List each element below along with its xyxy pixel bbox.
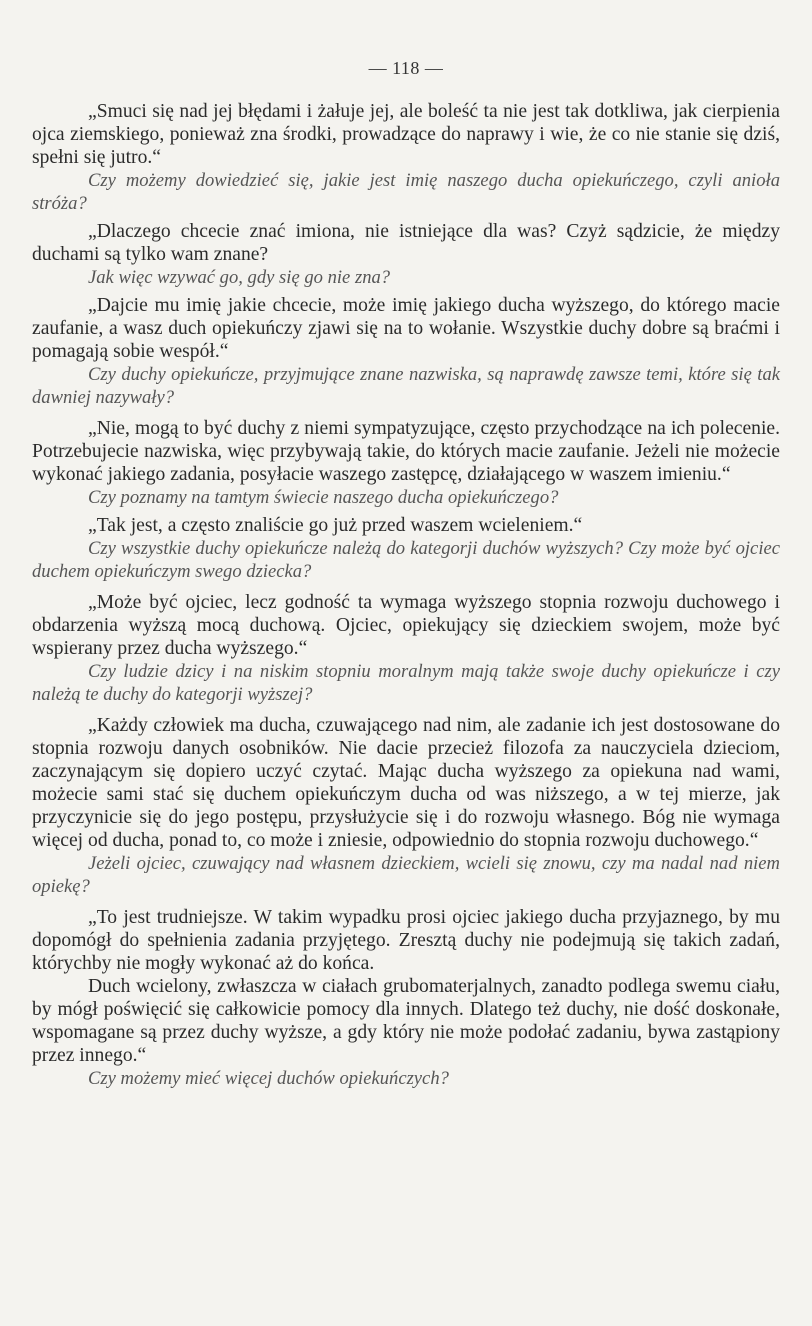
answer-paragraph: „Tak jest, a często znaliście go już przed waszem wcieleniem.“	[88, 515, 583, 536]
page-body	[32, 100, 780, 1090]
question-paragraph: Jeżeli ojciec, czuwający nad własnem dzieckiem, wcieli się znowu, czy ma nadal nad niem opiekę?	[32, 853, 780, 897]
question-paragraph: Czy możemy mieć więcej duchów opiekuńczych?	[88, 1068, 449, 1089]
page-number: — 118 —	[368, 58, 444, 78]
question-paragraph: Czy możemy dowiedzieć się, jakie jest imię naszego ducha opiekuńczego, czyli anioła stróża?	[32, 170, 780, 214]
question-paragraph: Jak więc wzywać go, gdy się go nie zna?	[88, 267, 391, 288]
answer-paragraph: „Nie, mogą to być duchy z niemi sympatyzujące, często przychodzące na ich polecenie. Potrzebujecie nazwiska, więc przybywają takie, do których macie zaufanie. Jeżeli nie możecie wykonać jakiego zadania, posyłacie waszego zastępcę, działającego w waszem imieniu.“	[32, 418, 780, 485]
answer-paragraph: „Każdy człowiek ma ducha, czuwającego nad nim, ale zadanie ich jest dostosowane do stopnia rozwoju danych osobników. Nie dacie przecież filozofa za nauczyciela dzieciom, zaczynającym się dopiero uczyć czytać. Mając ducha wyższego za opiekuna nad wami, możecie sami stać się duchem opiekuńczym ducha od was niższego, a w tej mierze, jak przyczynicie się do jego postępu, przysłużycie się i do rozwoju własnego. Bóg nie wymaga więcej od ducha, ponad to, co może i zniesie, odpowiednio do stopnia rozwoju duchowego.“	[32, 715, 780, 851]
question-paragraph: Czy duchy opiekuńcze, przyjmujące znane nazwiska, są naprawdę zawsze temi, które się tak dawniej nazywały?	[32, 364, 780, 408]
answer-paragraph: „Dlaczego chcecie znać imiona, nie istniejące dla was? Czyż sądzicie, że między duchami są tylko wam znane?	[32, 221, 780, 265]
answer-paragraph: „Dajcie mu imię jakie chcecie, może imię jakiego ducha wyższego, do którego macie zaufanie, a wasz duch opiekuńczy zjawi się na to wołanie. Wszystkie duchy dobre są braćmi i pomagają sobie wespół.“	[32, 295, 780, 362]
question-paragraph: Czy wszystkie duchy opiekuńcze należą do kategorji duchów wyższych? Czy może być ojciec duchem opiekuńczym swego dziecka?	[32, 538, 780, 582]
question-paragraph: Czy ludzie dzicy i na niskim stopniu moralnym mają także swoje duchy opiekuńcze i czy należą te duchy do kategorji wyższej?	[32, 661, 780, 705]
answer-paragraph: Duch wcielony, zwłaszcza w ciałach grubomaterjalnych, zanadto podlega swemu ciału, by mógł poświęcić się całkowicie pomocy dla innych. Dlatego też duchy, nie dość doskonałe, wspomagane są przez duchy wyższe, a gdy który nie może podołać zadaniu, bywa zastąpiony przez innego.“	[32, 976, 780, 1066]
answer-paragraph: „Smuci się nad jej błędami i żałuje jej, ale boleść ta nie jest tak dotkliwa, jak cierpienia ojca ziemskiego, ponieważ zna środki, prowadzące do naprawy i wie, że co nie stanie się dziś, spełni się jutro.“	[32, 101, 780, 168]
answer-paragraph: „Może być ojciec, lecz godność ta wymaga wyższego stopnia rozwoju duchowego i obdarzenia wyższą mocą duchową. Ojciec, opiekujący się dzieckiem swojem, może być wspierany przez ducha wyższego.“	[32, 592, 780, 659]
question-paragraph: Czy poznamy na tamtym świecie naszego ducha opiekuńczego?	[88, 487, 559, 508]
answer-paragraph: „To jest trudniejsze. W takim wypadku prosi ojciec jakiego ducha przyjaznego, by mu dopomógł do spełnienia zadania przyjętego. Zresztą duchy nie podejmują się takich zadań, którychby nie mogły wykonać aż do końca.	[32, 907, 780, 974]
